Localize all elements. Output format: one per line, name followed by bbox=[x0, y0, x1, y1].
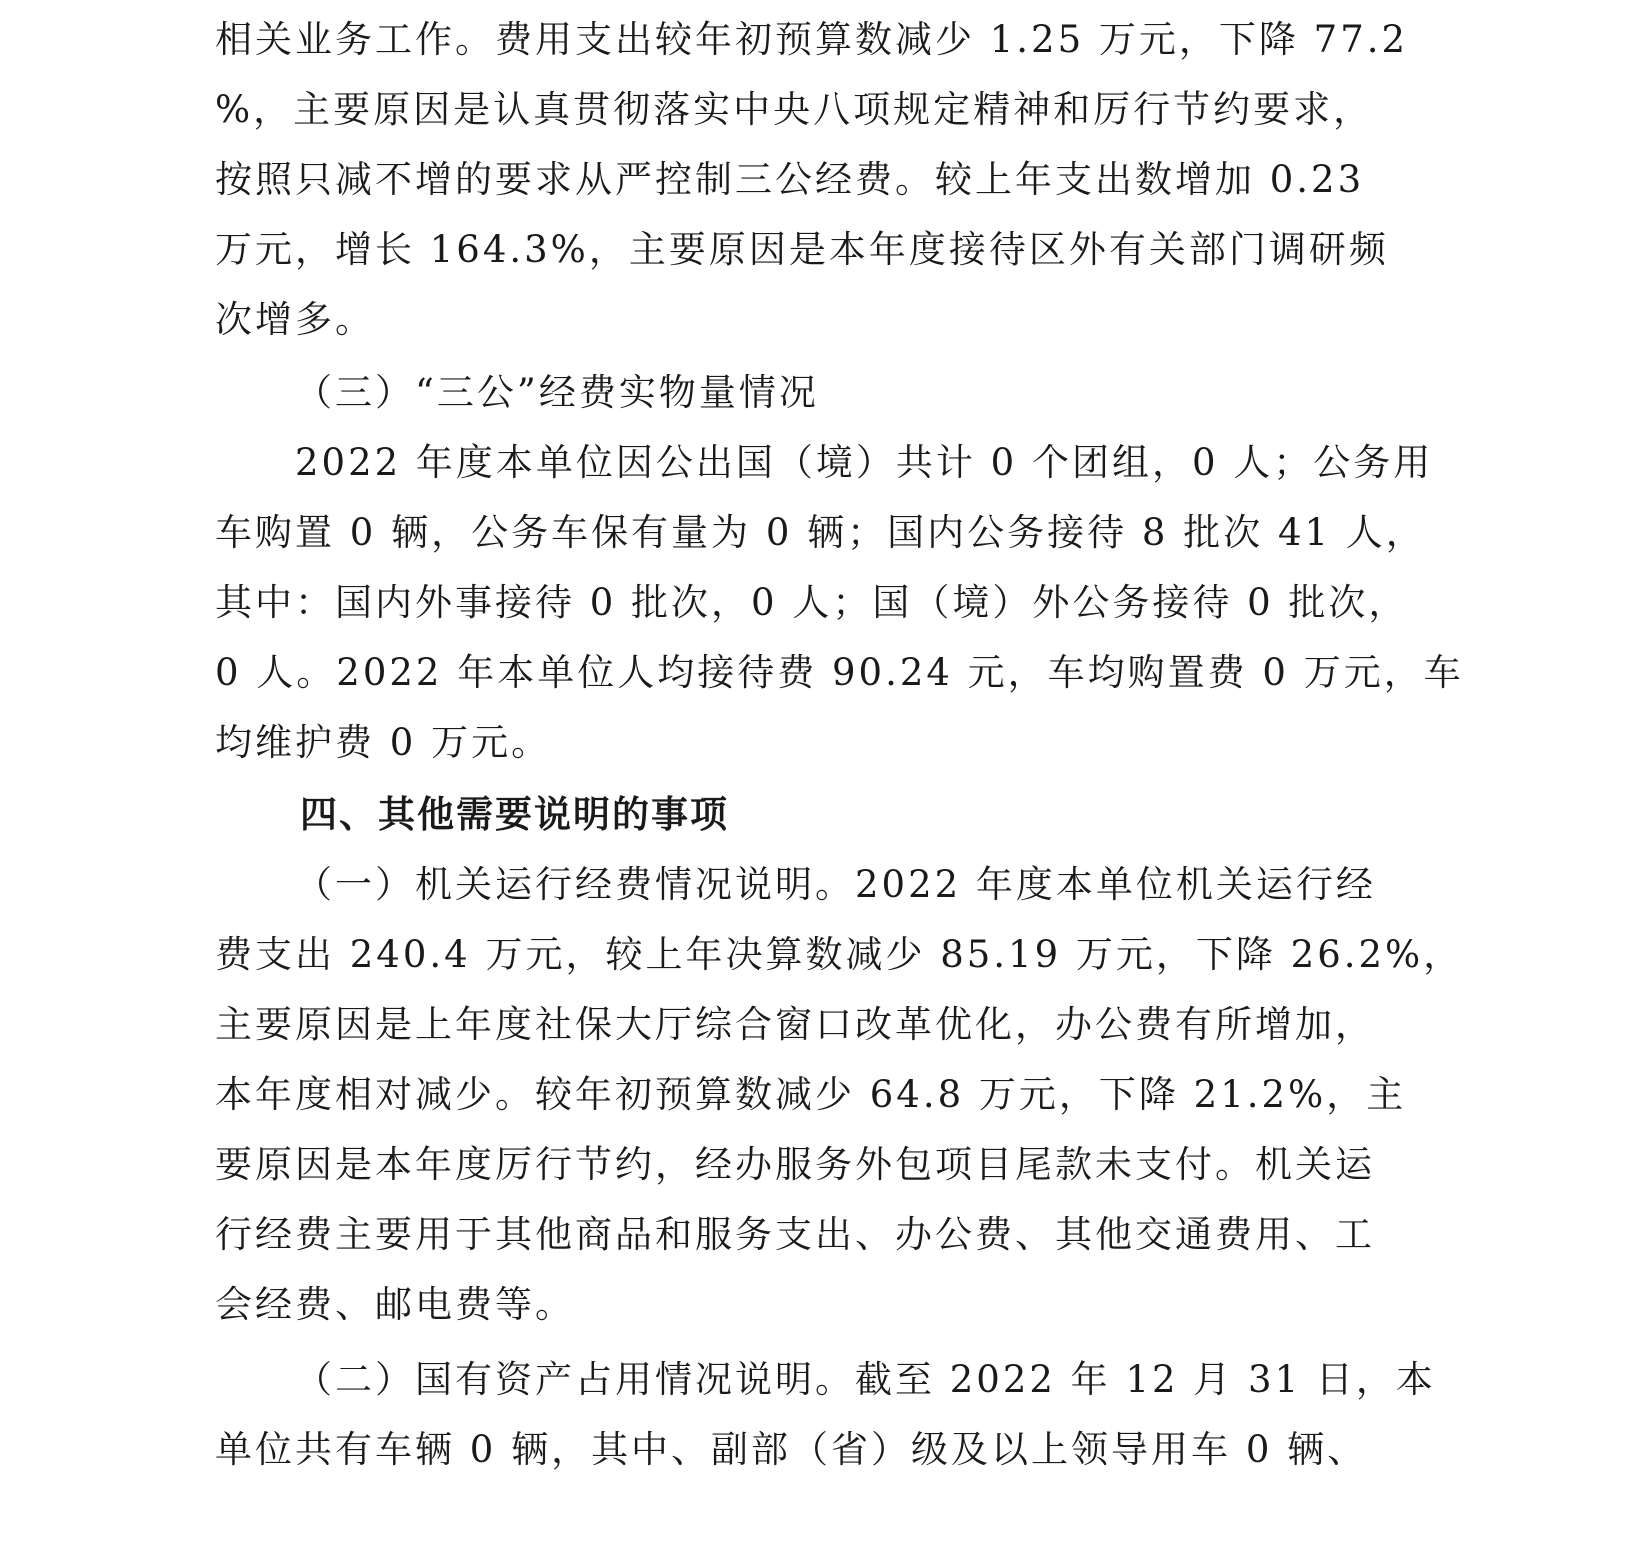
body-text-line: 本年度相对减少。较年初预算数减少 64.8 万元，下降 21.2%，主 bbox=[215, 1073, 1407, 1116]
body-text-line: 费支出 240.4 万元，较上年决算数减少 85.19 万元，下降 26.2%， bbox=[215, 933, 1464, 976]
body-text-line: 次增多。 bbox=[215, 298, 375, 341]
body-text-line: 车购置 0 辆，公务车保有量为 0 辆；国内公务接待 8 批次 41 人， bbox=[215, 511, 1426, 554]
body-text-line: 相关业务工作。费用支出较年初预算数减少 1.25 万元，下降 77.2 bbox=[215, 18, 1409, 61]
body-text-line: 要原因是本年度厉行节约，经办服务外包项目尾款未支付。机关运 bbox=[215, 1143, 1375, 1186]
body-text-line: 单位共有车辆 0 辆，其中、副部（省）级及以上领导用车 0 辆、 bbox=[215, 1428, 1368, 1471]
body-text-line: 行经费主要用于其他商品和服务支出、办公费、其他交通费用、工 bbox=[215, 1213, 1375, 1256]
paragraph-first-line: （一）机关运行经费情况说明。2022 年度本单位机关运行经 bbox=[295, 863, 1376, 906]
body-text-line: 其中：国内外事接待 0 批次，0 人；国（境）外公务接待 0 批次， bbox=[215, 581, 1409, 624]
paragraph-first-line: 2022 年度本单位因公出国（境）共计 0 个团组，0 人；公务用 bbox=[295, 441, 1434, 484]
body-text-line: 万元，增长 164.3%，主要原因是本年度接待区外有关部门调研频 bbox=[215, 228, 1389, 271]
subsection-heading: （三）“三公”经费实物量情况 bbox=[295, 371, 819, 414]
body-text-line: 会经费、邮电费等。 bbox=[215, 1283, 575, 1326]
body-text-line: 按照只减不增的要求从严控制三公经费。较上年支出数增加 0.23 bbox=[215, 158, 1365, 201]
body-text-line: 0 人。2022 年本单位人均接待费 90.24 元，车均购置费 0 万元，车 bbox=[215, 651, 1464, 694]
body-text-line: 均维护费 0 万元。 bbox=[215, 721, 552, 764]
body-text-line: %，主要原因是认真贯彻落实中央八项规定精神和厉行节约要求， bbox=[215, 88, 1374, 131]
body-text-line: 主要原因是上年度社保大厅综合窗口改革优化，办公费有所增加， bbox=[215, 1003, 1375, 1046]
section-heading: 四、其他需要说明的事项 bbox=[300, 793, 729, 836]
paragraph-first-line: （二）国有资产占用情况说明。截至 2022 年 12 月 31 日，本 bbox=[295, 1358, 1436, 1401]
